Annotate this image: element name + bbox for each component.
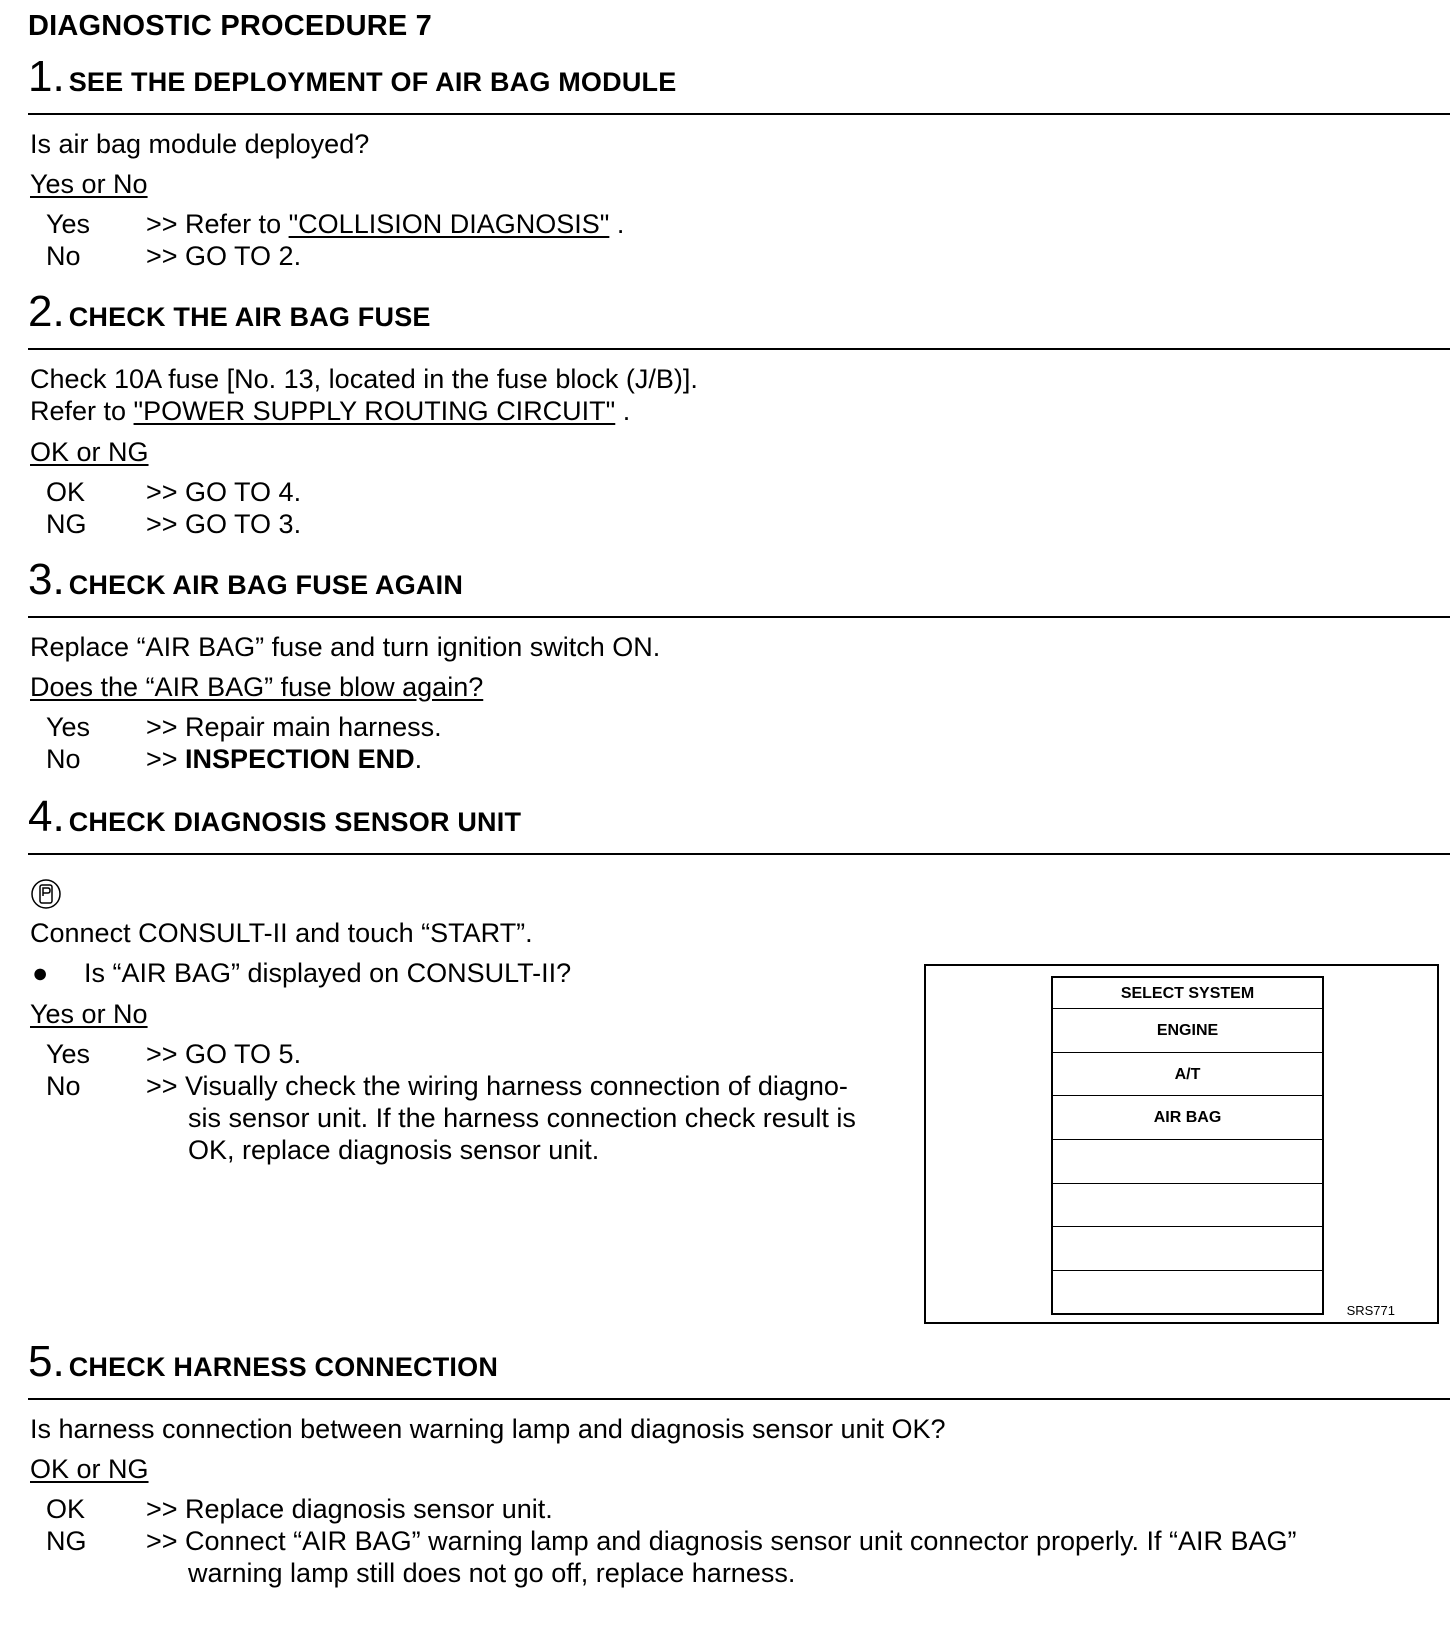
step-1-question: Is air bag module deployed?	[30, 129, 370, 159]
divider	[28, 853, 1450, 855]
answer-key: Yes	[46, 1039, 91, 1069]
answer-value: >> GO TO 3.	[146, 509, 302, 539]
answer-value: >> Refer to "COLLISION DIAGNOSIS" .	[146, 209, 625, 239]
divider	[28, 113, 1450, 115]
answer-key: No	[46, 1071, 81, 1101]
step-4-number: 4.	[28, 792, 65, 841]
answer-key: OK	[46, 477, 86, 507]
step-5-number: 5.	[28, 1337, 65, 1386]
step-2-line-2: Refer to "POWER SUPPLY ROUTING CIRCUIT" .	[30, 396, 631, 426]
divider	[28, 348, 1450, 350]
answer-key: Yes	[46, 209, 91, 239]
answer-value: >> INSPECTION END.	[146, 744, 423, 774]
screen-header: SELECT SYSTEM	[1053, 978, 1322, 1009]
inspection-end-text: INSPECTION END	[185, 744, 415, 774]
system-item-empty	[1053, 1271, 1322, 1313]
answer-value: >> GO TO 4.	[146, 477, 302, 507]
select-system-screen	[1051, 976, 1324, 1315]
step-2-number: 2.	[28, 287, 65, 336]
step-5-heading	[28, 1337, 499, 1386]
step-3-title: CHECK AIR BAG FUSE AGAIN	[68, 570, 464, 600]
step-5-question: Is harness connection between warning lamp and diagnosis sensor unit OK?	[30, 1414, 946, 1444]
answer-key: No	[46, 744, 81, 774]
system-item-air-bag[interactable]: AIR BAG	[1053, 1096, 1322, 1140]
figure-id: SRS771	[1346, 1303, 1395, 1318]
answer-key: No	[46, 241, 81, 271]
step-5-choice-label: OK or NG	[30, 1454, 149, 1484]
step-1-heading	[28, 52, 677, 101]
system-item-at[interactable]: A/T	[1053, 1053, 1322, 1096]
power-supply-routing-link[interactable]: "POWER SUPPLY ROUTING CIRCUIT"	[133, 396, 616, 426]
document-title: DIAGNOSTIC PROCEDURE 7	[28, 10, 432, 42]
step-4-instruction: Connect CONSULT-II and touch “START”.	[30, 918, 533, 948]
bullet-dot: ●	[32, 958, 49, 988]
answer-value: >> Replace diagnosis sensor unit.	[146, 1494, 553, 1524]
divider	[28, 616, 1450, 618]
system-item-empty	[1053, 1140, 1322, 1184]
step-3-heading	[28, 555, 464, 604]
step-5-title: CHECK HARNESS CONNECTION	[68, 1352, 499, 1382]
answer-value: >> Repair main harness.	[146, 712, 442, 742]
collision-diagnosis-link[interactable]: "COLLISION DIAGNOSIS"	[288, 209, 610, 239]
step-3-question: Does the “AIR BAG” fuse blow again?	[30, 672, 484, 702]
step-1-title: SEE THE DEPLOYMENT OF AIR BAG MODULE	[68, 67, 677, 97]
step-3-instruction: Replace “AIR BAG” fuse and turn ignition switch ON.	[30, 632, 661, 662]
divider	[28, 1398, 1450, 1400]
system-item-empty	[1053, 1184, 1322, 1227]
system-item-engine[interactable]: ENGINE	[1053, 1009, 1322, 1053]
step-1-choice-label: Yes or No	[30, 169, 148, 199]
consult-screen-figure	[924, 964, 1439, 1324]
step-1-number: 1.	[28, 52, 65, 101]
step-3-number: 3.	[28, 555, 65, 604]
consult-icon	[30, 878, 62, 910]
system-item-empty	[1053, 1227, 1322, 1271]
answer-value: >> GO TO 5.	[146, 1039, 302, 1069]
answer-key: NG	[46, 509, 87, 539]
step-4-choice-label: Yes or No	[30, 999, 148, 1029]
answer-key: NG	[46, 1526, 87, 1556]
step-2-choice-label: OK or NG	[30, 437, 149, 467]
step-2-line-1: Check 10A fuse [No. 13, located in the fuse block (J/B)].	[30, 364, 698, 394]
document-page: DIAGNOSTIC PROCEDURE 7 1. SEE THE DEPLOYMENT OF AIR BAG MODULE Is air bag module deployed? Yes or No Yes >> Refer to "COLLISION DIAGNOSIS" . No >> GO TO 2. 2. CHECK THE AIR BAG FUSE Check 10A fuse [No. 13, located in the fuse block (J/B)]. Refer to "POWER SUPPLY ROUTING CIRCUIT" . OK or NG OK >> GO TO 4. NG >> GO TO 3. 3. CHECK AIR BAG FUSE AGAIN Replace “AIR BAG” fuse and turn ignition switch ON. Does the “AIR BAG” fuse blow again? Yes >> Repair main harness. No >> INSPECTION END. 4. CHECK DIAGNOSIS SENSOR UNIT Connect CONSULT-II and touch “START”. ● Is “AIR BAG” displayed on CONSULT-II? Yes or No Yes >> GO TO 5. No >> Visually check the wiring harness connection of diagno- sis sensor unit. If the harness connection check result is OK, replace diagnosis sensor unit. SELECT SYSTEM ENGINE A/T AIR BAG SRS771 5. CHECK HARNESS CONNECTION Is harness connection between warning lamp and diagnosis sensor unit OK? OK or NG OK >> Replace diagnosis sensor unit. NG >> Connect “AIR BAG” warning lamp and diagnosis sensor unit connector properly. If “AIR BAG” warning lamp still does not go off, replace harness.	[0, 0, 1456, 1636]
answer-key: OK	[46, 1494, 86, 1524]
step-4-title: CHECK DIAGNOSIS SENSOR UNIT	[68, 807, 522, 837]
answer-key: Yes	[46, 712, 91, 742]
step-4-heading	[28, 792, 522, 841]
step-2-title: CHECK THE AIR BAG FUSE	[68, 302, 431, 332]
bullet-text: Is “AIR BAG” displayed on CONSULT-II?	[84, 958, 572, 988]
answer-value: >> GO TO 2.	[146, 241, 302, 271]
step-2-heading	[28, 287, 431, 336]
